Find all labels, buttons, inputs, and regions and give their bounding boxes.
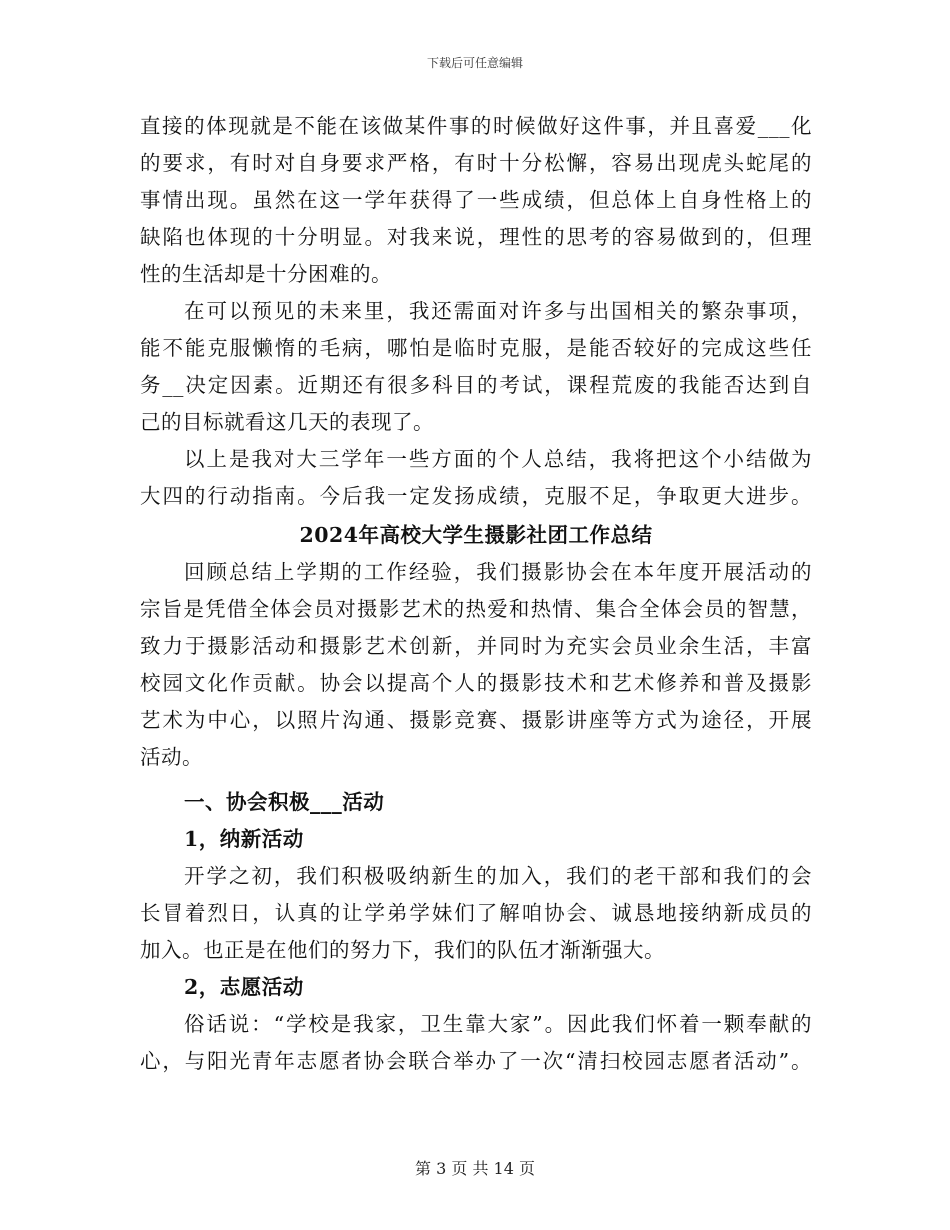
paragraph-1-line-5: 性的生活却是十分困难的。 <box>140 262 392 286</box>
paragraph-4-line-2: 宗旨是凭借全体会员对摄影艺术的热爱和热情、集合全体会员的智慧， <box>140 597 812 621</box>
page-header: 下载后可任意编辑 <box>426 56 523 70</box>
paragraph-1-line-4: 缺陷也体现的十分明显。对我来说，理性的思考的容易做到的，但理 <box>140 225 812 249</box>
paragraph-5-line-3: 加入。也正是在他们的努力下，我们的队伍才渐渐强大。 <box>140 938 665 962</box>
heading-association-activities: 一、协会积极___活动 <box>184 790 385 814</box>
page-number: 第 3 页 共 14 页 <box>415 1159 535 1178</box>
document-body <box>140 108 812 1080</box>
paragraph-2-line-4: 己的目标就看这几天的表现了。 <box>140 410 434 434</box>
paragraph-5-line-2: 长冒着烈日，认真的让学弟学妹们了解咱协会、诚恳地接纳新成员的 <box>140 901 812 925</box>
paragraph-1-line-1: 直接的体现就是不能在该做某件事的时候做好这件事，并且喜爱___化 <box>140 114 812 138</box>
paragraph-4-line-1: 回顾总结上学期的工作经验，我们摄影协会在本年度开展活动的 <box>184 560 812 584</box>
paragraph-4-line-3: 致力于摄影活动和摄影艺术创新，并同时为充实会员业余生活，丰富 <box>140 634 812 658</box>
paragraph-6-line-2: 心，与阳光青年志愿者协会联合举办了一次“清扫校园志愿者活动”。 <box>140 1049 812 1073</box>
paragraph-2-line-1: 在可以预见的未来里，我还需面对许多与出国相关的繁杂事项， <box>184 299 812 323</box>
paragraph-4-line-4: 校园文化作贡献。协会以提高个人的摄影技术和艺术修养和普及摄影 <box>140 671 812 695</box>
paragraph-2-line-2: 能不能克服懒惰的毛病，哪怕是临时克服，是能否较好的完成这些任 <box>140 336 812 360</box>
paragraph-6-line-1: 俗话说：“学校是我家，卫生靠大家”。因此我们怀着一颗奉献的 <box>184 1012 812 1036</box>
paragraph-3-line-2: 大四的行动指南。今后我一定发扬成绩，克服不足，争取更大进步。 <box>140 484 812 508</box>
paragraph-3-line-1: 以上是我对大三学年一些方面的个人总结，我将把这个小结做为 <box>184 447 812 471</box>
paragraph-1-line-2: 的要求，有时对自身要求严格，有时十分松懈，容易出现虎头蛇尾的 <box>140 151 812 175</box>
paragraph-5-line-1: 开学之初，我们积极吸纳新生的加入，我们的老干部和我们的会 <box>184 864 812 888</box>
paragraph-4-line-5: 艺术为中心，以照片沟通、摄影竞赛、摄影讲座等方式为途径，开展 <box>140 708 812 732</box>
paragraph-1-line-3: 事情出现。虽然在这一学年获得了一些成绩，但总体上自身性格上的 <box>140 188 812 212</box>
section-title: 2024年高校大学生摄影社团工作总结 <box>299 523 653 547</box>
heading-volunteer-activity: 2，志愿活动 <box>184 975 304 999</box>
heading-recruitment-activity: 1，纳新活动 <box>184 827 304 851</box>
paragraph-2-line-3: 务__决定因素。近期还有很多科目的考试，课程荒废的我能否达到自 <box>140 373 812 397</box>
paragraph-4-line-6: 活动。 <box>140 745 203 769</box>
